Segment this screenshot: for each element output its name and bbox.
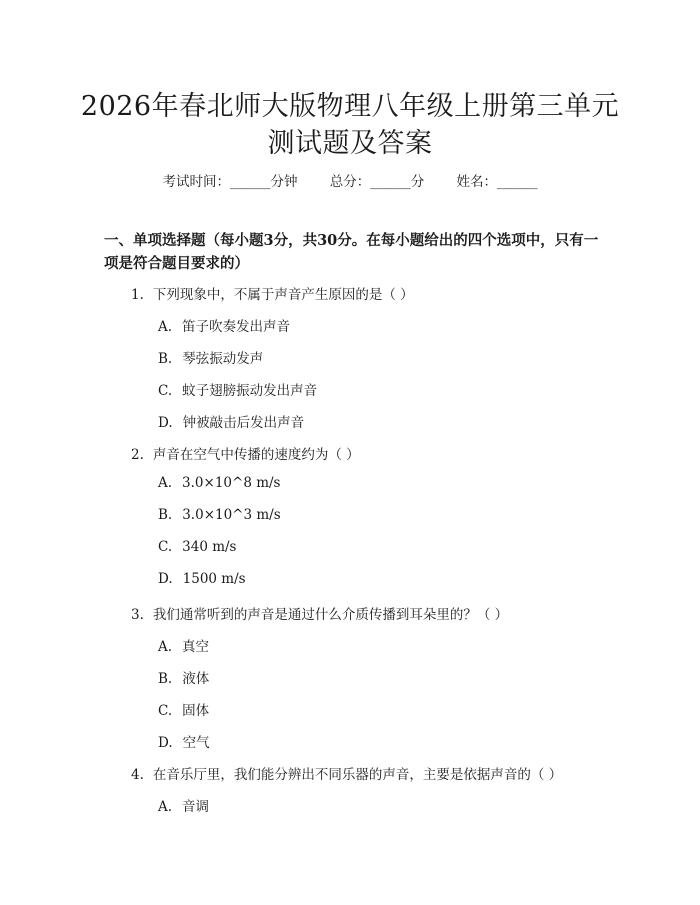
option-label: A. <box>158 475 173 491</box>
option-label: A. <box>158 319 173 335</box>
option-text: 3.0×10^8 m/s <box>182 475 281 491</box>
question-text: 声音在空气中传播的速度约为（ ） <box>152 447 360 463</box>
question-text: 我们通常听到的声音是通过什么介质传播到耳朵里的？（ ） <box>152 607 509 623</box>
question-number: 4. <box>131 767 144 783</box>
exam-time: 考试时间：______分钟 <box>162 174 298 190</box>
option-3a <box>158 635 209 655</box>
question-4 <box>131 763 562 783</box>
option-label: D. <box>158 571 173 587</box>
question-1 <box>131 283 414 303</box>
option-3d <box>158 731 210 751</box>
option-text: 真空 <box>182 639 210 655</box>
question-text: 下列现象中，不属于声音产生原因的是（ ） <box>152 287 414 303</box>
option-1a <box>158 315 290 335</box>
section-heading: 一、单项选择题（每小题3分，共30分。在每小题给出的四个选项中，只有一项是符合题目要求的） <box>104 232 599 272</box>
exam-total-score: 总分：______分 <box>329 174 425 190</box>
question-2 <box>131 443 360 463</box>
option-text: 琴弦振动发声 <box>182 351 264 367</box>
option-2d <box>158 571 246 587</box>
option-label: C. <box>158 703 173 719</box>
page-title-line1: 2026年春北师大版物理八年级上册第三单元 <box>80 91 620 122</box>
option-text: 1500 m/s <box>182 571 246 587</box>
option-text: 空气 <box>182 735 210 751</box>
option-label: D. <box>158 735 173 751</box>
option-label: C. <box>158 539 173 555</box>
option-label: B. <box>158 671 173 687</box>
option-3b <box>158 667 209 687</box>
option-1c <box>158 379 317 399</box>
option-4a <box>158 795 209 815</box>
option-1b <box>158 347 263 367</box>
option-2c <box>158 539 236 555</box>
option-label: C. <box>158 383 173 399</box>
page-title-line2: 测试题及答案 <box>267 128 433 159</box>
option-text: 340 m/s <box>182 539 237 555</box>
option-1d <box>158 411 304 431</box>
option-label: B. <box>158 507 173 523</box>
question-number: 1. <box>131 287 144 303</box>
option-label: A. <box>158 799 173 815</box>
option-text: 钟被敲击后发出声音 <box>182 415 305 431</box>
option-3c <box>158 699 209 719</box>
option-text: 蚊子翅膀振动发出声音 <box>182 383 318 399</box>
question-text: 在音乐厅里，我们能分辨出不同乐器的声音，主要是依据声音的（ ） <box>152 767 563 783</box>
question-3 <box>131 603 508 623</box>
question-number: 2. <box>131 447 144 463</box>
option-text: 笛子吹奏发出声音 <box>182 319 291 335</box>
exam-meta <box>0 170 700 190</box>
option-2a <box>158 475 280 491</box>
option-label: D. <box>158 415 173 431</box>
option-label: B. <box>158 351 173 367</box>
option-text: 液体 <box>182 671 210 687</box>
option-text: 3.0×10^3 m/s <box>182 507 281 523</box>
question-number: 3. <box>131 607 144 623</box>
option-label: A. <box>158 639 173 655</box>
student-name: 姓名：______ <box>456 174 538 190</box>
option-text: 固体 <box>182 703 210 719</box>
option-text: 音调 <box>182 799 210 815</box>
option-2b <box>158 507 281 523</box>
